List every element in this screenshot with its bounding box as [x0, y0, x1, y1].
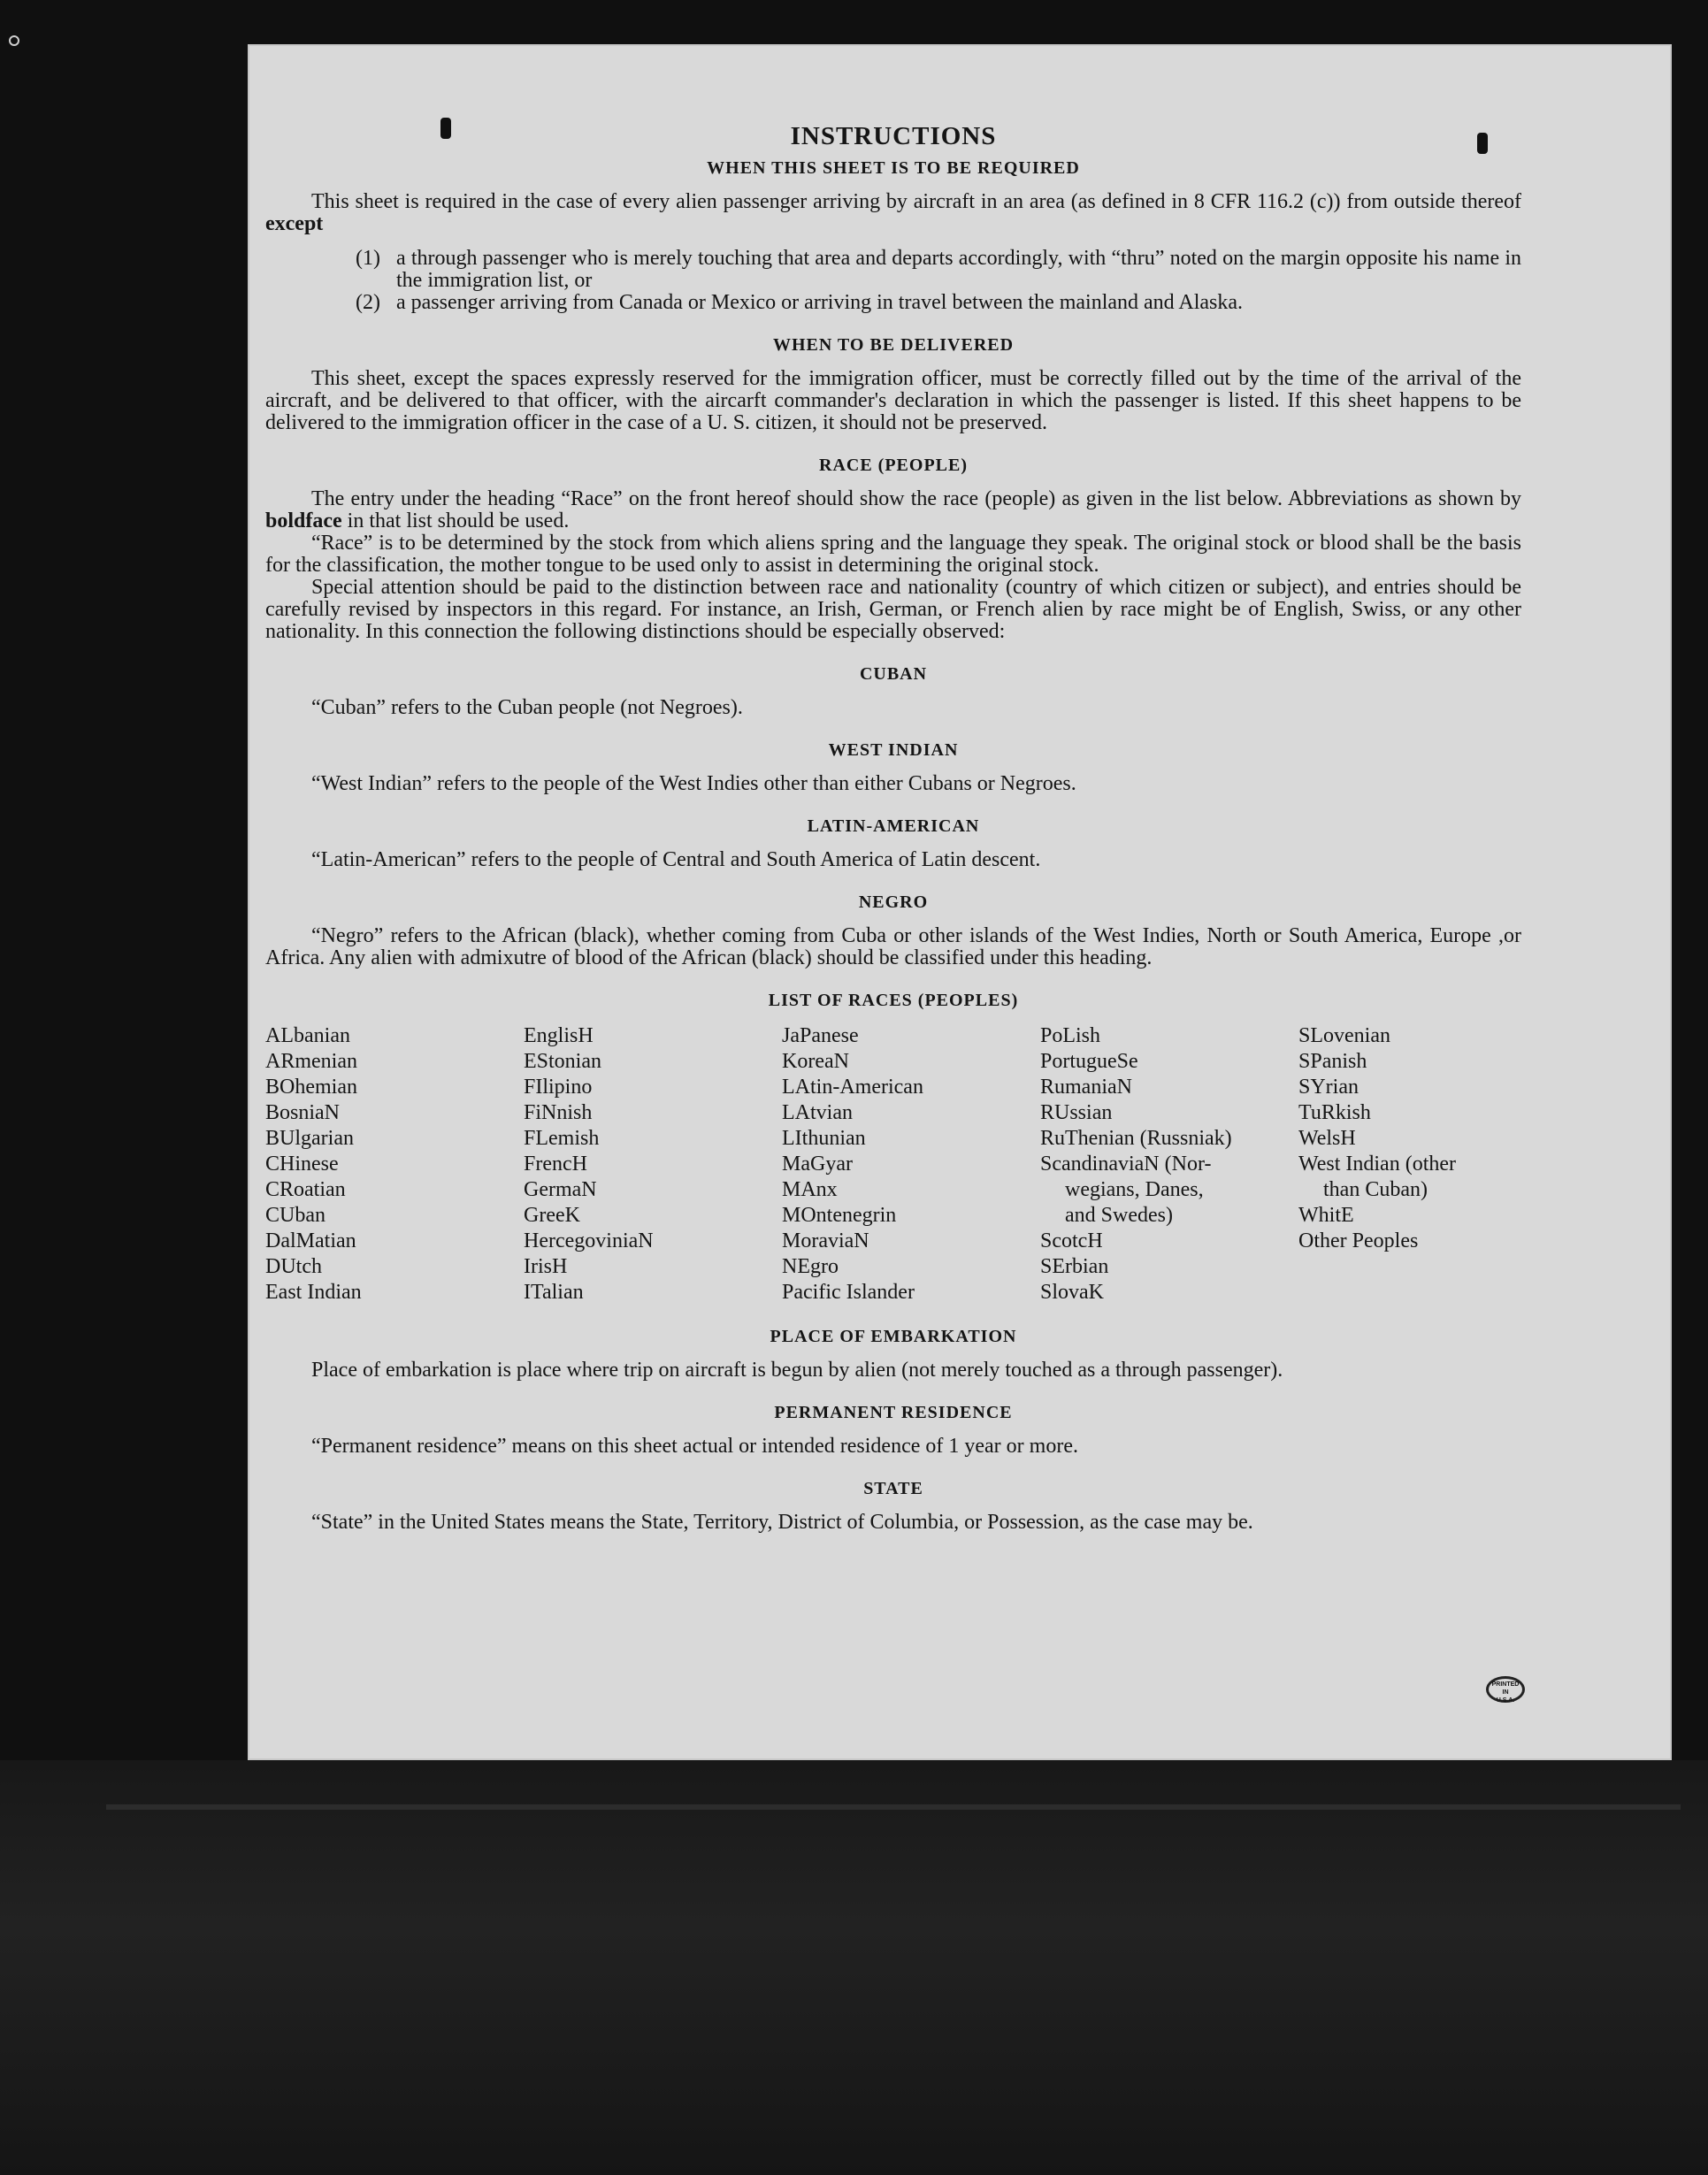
race-item: RuThenian (Russniak) — [1040, 1127, 1232, 1150]
race-item: SYrian — [1298, 1076, 1359, 1099]
required-intro-bold: except — [265, 212, 324, 235]
exception-number: (2) — [356, 291, 380, 314]
races-column-2 — [524, 1023, 782, 1306]
exception-item — [356, 248, 1521, 292]
exception-text: a through passenger who is merely touching that area and departs accordingly, with “thru” noted on the margin opposite his name in the immigration list, or — [396, 247, 1521, 292]
exception-number: (1) — [356, 247, 380, 270]
race-item: WhitE — [1298, 1204, 1354, 1227]
race-item: EStonian — [524, 1050, 601, 1073]
exception-list — [265, 248, 1521, 314]
state-text: “State” in the United States means the State, Territory, District of Columbia, or Possession, as the case may be. — [311, 1511, 1253, 1534]
stamp-line: PRINTED — [1491, 1681, 1520, 1688]
stamp-line: IN — [1502, 1689, 1509, 1696]
races-list-heading: LIST OF RACES (PEOPLES) — [768, 991, 1019, 1010]
race-item: ALbanian — [265, 1024, 350, 1047]
cuban-text: “Cuban” refers to the Cuban people (not Negroes). — [311, 696, 743, 719]
race-item-continued — [1040, 1203, 1298, 1229]
delivered-heading: WHEN TO BE DELIVERED — [772, 335, 1015, 355]
race-item: PoLish — [1040, 1024, 1101, 1047]
race-item: PortugueSe — [1040, 1050, 1138, 1073]
race-item: LIthunian — [782, 1127, 866, 1150]
race-item: MoraviaN — [782, 1229, 869, 1252]
race-item: SlovaK — [1040, 1281, 1104, 1304]
west-indian-heading: WEST INDIAN — [828, 740, 959, 760]
race-item: NEgro — [782, 1255, 839, 1278]
negro-text: “Negro” refers to the African (black), whether coming from Cuba or other islands of the West Indies, North or South America, Europe ,or Africa. Any alien with admixutre of blood of the African (black) should be classified under this heading. — [265, 924, 1521, 969]
race-item-continued — [1040, 1177, 1298, 1203]
race-item: FrencH — [524, 1153, 587, 1176]
race-item: WelsH — [1298, 1127, 1356, 1150]
exception-item — [356, 292, 1521, 314]
race-item: West Indian (other — [1298, 1153, 1457, 1176]
race-p1-text: The entry under the heading “Race” on the front hereof should show the race (people) as given in the list below. Abbreviations as shown by — [311, 487, 1521, 510]
race-item: GreeK — [524, 1204, 580, 1227]
required-heading: WHEN THIS SHEET IS TO BE REQUIRED — [707, 158, 1080, 178]
race-item: FiNnish — [524, 1101, 593, 1124]
race-item: ITalian — [524, 1281, 584, 1304]
races-column-1 — [265, 1023, 524, 1306]
race-item-continued-text: wegians, Danes, — [1065, 1178, 1204, 1201]
race-item: TuRkish — [1298, 1101, 1371, 1124]
required-intro — [265, 191, 1521, 235]
race-item: BosniaN — [265, 1101, 340, 1124]
race-item: ScotcH — [1040, 1229, 1103, 1252]
race-item: LAtin-American — [782, 1076, 923, 1099]
races-column-5 — [1298, 1023, 1521, 1306]
race-item: Pacific Islander — [782, 1281, 915, 1304]
embarkation-heading: PLACE OF EMBARKATION — [770, 1327, 1017, 1346]
race-item: SPanish — [1298, 1050, 1367, 1073]
race-paragraph-2: “Race” is to be determined by the stock from which aliens spring and the language they speak. The original stock or blood shall be the basis for the classification, the mother tongue to be used only to assist in determining the original stock. — [265, 532, 1521, 577]
latin-american-text: “Latin-American” refers to the people of Central and South America of Latin descent. — [311, 848, 1041, 871]
race-item: DUtch — [265, 1255, 322, 1278]
race-item: SErbian — [1040, 1255, 1109, 1278]
race-item: KoreaN — [782, 1050, 849, 1073]
race-item: RumaniaN — [1040, 1076, 1132, 1099]
race-item: FIlipino — [524, 1076, 593, 1099]
race-item: SLovenian — [1298, 1024, 1390, 1047]
race-item: BUlgarian — [265, 1127, 354, 1150]
required-intro-text: This sheet is required in the case of every alien passenger arriving by aircraft in an area (as defined in 8 CFR 116.2 (c)) from outside thereof — [311, 190, 1521, 213]
race-item: MOntenegrin — [782, 1204, 897, 1227]
state-heading: STATE — [863, 1479, 923, 1498]
stamp-line: U.S.A. — [1496, 1697, 1515, 1704]
race-item: DalMatian — [265, 1229, 356, 1252]
printer-stamp — [1486, 1676, 1525, 1703]
race-paragraph-3: Special attention should be paid to the distinction between race and nationality (country of which citizen or subject), and entries should be carefully revised by inspectors in this regard. For instance, an Irish, German, or French alien by race might be of English, Swiss, or any other nationality. In this connection the following distinctions should be especially observed: — [265, 576, 1521, 643]
latin-american-heading: LATIN-AMERICAN — [807, 816, 980, 836]
cuban-heading: CUBAN — [859, 664, 928, 684]
race-heading: RACE (PEOPLE) — [819, 456, 968, 475]
race-item-continued-text: and Swedes) — [1065, 1204, 1173, 1227]
residence-text: “Permanent residence” means on this sheet actual or intended residence of 1 year or more. — [311, 1435, 1078, 1458]
race-item: GermaN — [524, 1178, 597, 1201]
race-item: CHinese — [265, 1153, 339, 1176]
residence-heading: PERMANENT RESIDENCE — [774, 1403, 1013, 1422]
race-item: JaPanese — [782, 1024, 859, 1047]
race-item: ARmenian — [265, 1050, 357, 1073]
scan-dot — [9, 35, 19, 46]
race-item: MAnx — [782, 1178, 838, 1201]
embarkation-text: Place of embarkation is place where trip on aircraft is begun by alien (not merely touched as a through passenger). — [311, 1359, 1283, 1382]
race-item: FLemish — [524, 1127, 600, 1150]
race-item: LAtvian — [782, 1101, 853, 1124]
delivered-text: This sheet, except the spaces expressly reserved for the immigration officer, must be correctly filled out by the time of the arrival of the aircraft, and be delivered to that officer, with the aircarft commander's declaration in which the passenger is listed. If this sheet happens to be delivered to the immigration officer in the case of a U. S. citizen, it should not be preserved. — [265, 367, 1521, 434]
races-grid — [265, 1023, 1521, 1306]
race-item: CRoatian — [265, 1178, 346, 1201]
race-item: ScandinaviaN (Nor- — [1040, 1153, 1212, 1176]
race-item-continued-text: than Cuban) — [1323, 1178, 1428, 1201]
scan-streak — [106, 1804, 1681, 1810]
race-p1-bold: boldface — [265, 509, 342, 532]
race-item: Other Peoples — [1298, 1229, 1419, 1252]
races-column-3 — [782, 1023, 1040, 1306]
scan-background — [0, 1760, 1708, 2175]
race-item: IrisH — [524, 1255, 568, 1278]
race-item-continued — [1298, 1177, 1521, 1203]
negro-heading: NEGRO — [858, 892, 929, 912]
race-p1-tail: in that list should be used. — [341, 509, 570, 532]
races-column-4 — [1040, 1023, 1298, 1306]
race-item: HercegoviniaN — [524, 1229, 654, 1252]
instruction-sheet — [248, 44, 1672, 1760]
race-item: MaGyar — [782, 1153, 853, 1176]
exception-text: a passenger arriving from Canada or Mexico or arriving in travel between the mainland and Alaska. — [396, 291, 1243, 314]
page-title: INSTRUCTIONS — [790, 122, 997, 150]
race-item: CUban — [265, 1204, 326, 1227]
west-indian-text: “West Indian” refers to the people of the West Indies other than either Cubans or Negroes. — [311, 772, 1076, 795]
race-item: EnglisH — [524, 1024, 594, 1047]
race-item: East Indian — [265, 1281, 362, 1304]
race-item: BOhemian — [265, 1076, 357, 1099]
sheet-content — [265, 122, 1521, 1534]
race-item: RUssian — [1040, 1101, 1113, 1124]
race-paragraph-1 — [265, 488, 1521, 532]
